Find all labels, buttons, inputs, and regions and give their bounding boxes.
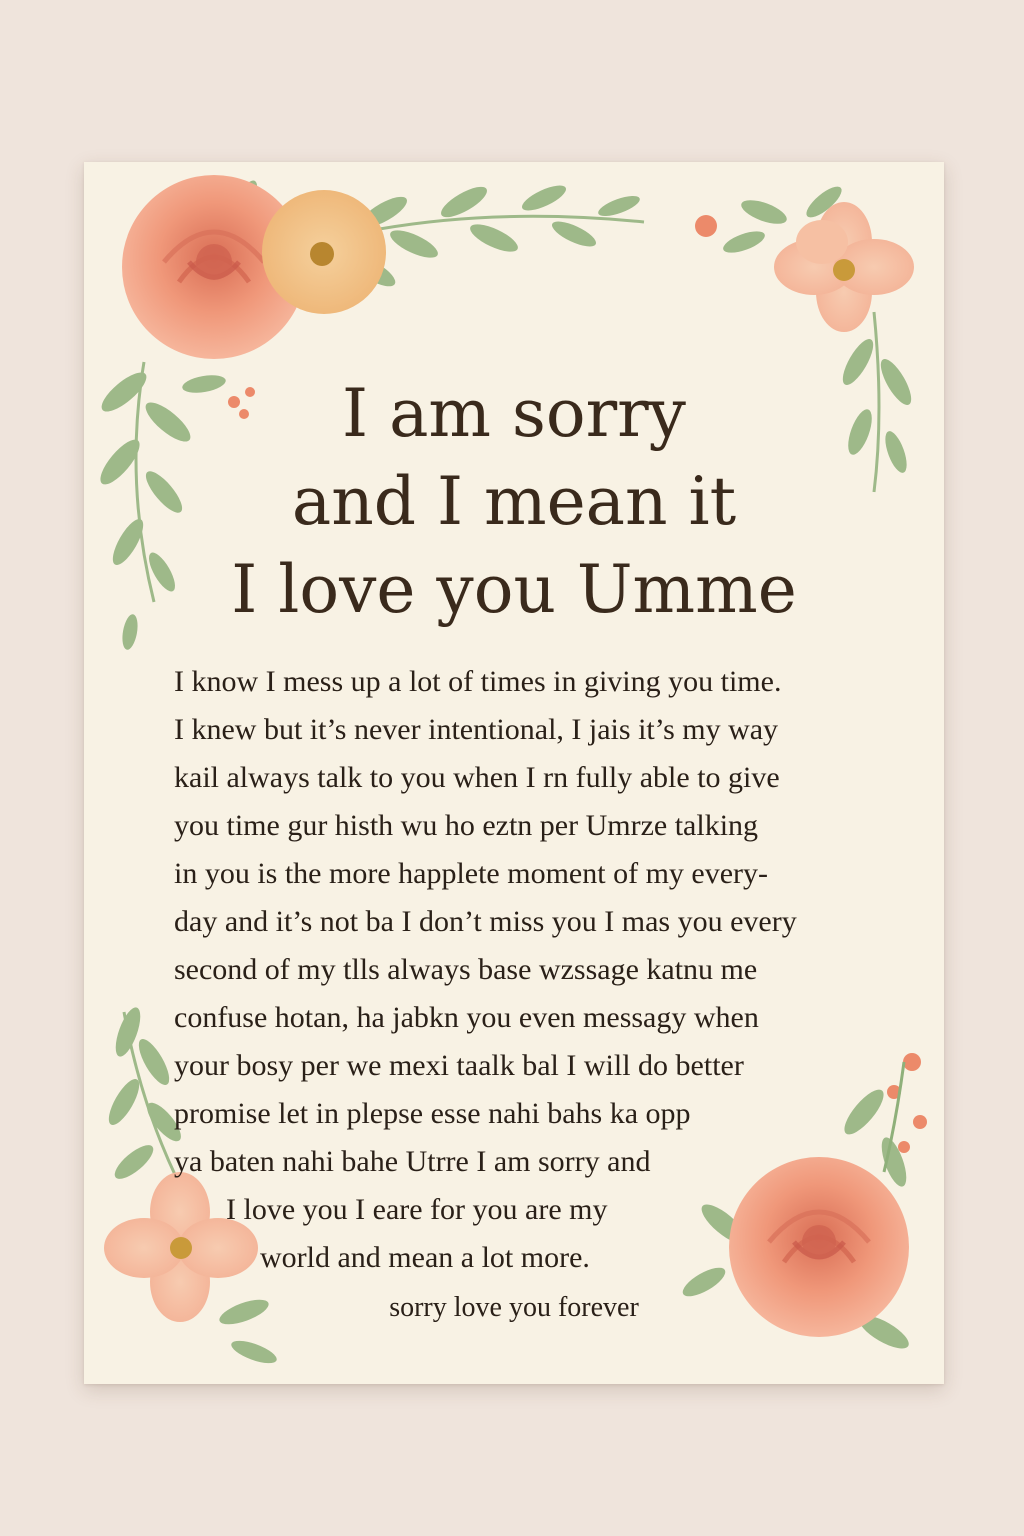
peach-flower-icon [774,202,914,332]
orange-flower-icon [262,190,386,314]
sorry-card [84,162,944,1384]
berry-icon [695,215,717,237]
message-line: in you is the more happlete moment of my every- [174,857,769,890]
message-line: confuse hotan, ha jabkn you even messagy when [174,1001,759,1034]
message-line: ya baten nahi bahe Utrre I am sorry and [174,1145,651,1178]
message-line: I knew but it’s never intentional, I jais it’s my way [174,713,779,746]
title-line: I am sorry [342,375,686,452]
message-line: you time gur histh wu ho eztn per Umrze talking [174,809,759,842]
message-line: I love you I eare for you are my [226,1193,608,1226]
message-line: second of my tlls always base wzssage katnu me [174,953,758,986]
message-line: your bosy per we mexi taalk bal I will do better [174,1049,744,1082]
title-line: and I mean it [291,463,737,540]
message-line: world and mean a lot more. [260,1241,590,1274]
message-line: I know I mess up a lot of times in giving you time. [174,665,782,698]
message-line: day and it’s not ba I don’t miss you I mas you every [174,905,797,938]
message-line: kail always talk to you when I rn fully able to give [174,761,780,794]
card-title [84,370,944,634]
message-line: promise let in plepse esse nahi bahs ka opp [174,1097,691,1130]
title-line: I love you Umme [231,551,797,628]
signoff: sorry love you forever [389,1292,639,1323]
message-body [174,658,914,1282]
